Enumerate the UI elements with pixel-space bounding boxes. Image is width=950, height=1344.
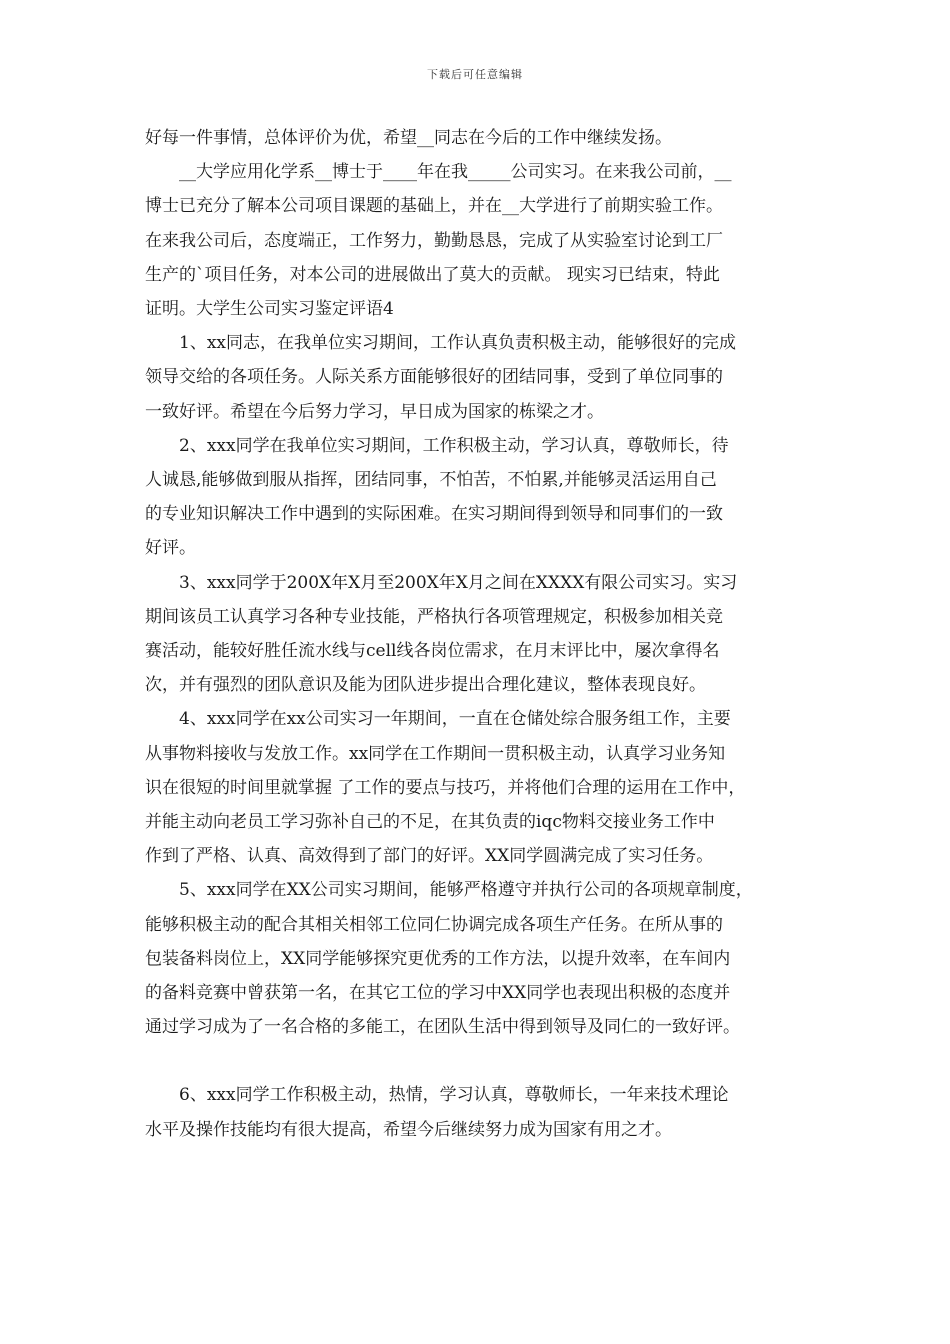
text-line: 4、xxx同学在xx公司实习一年期间，一直在仓储处综合服务组工作，主要 bbox=[179, 709, 731, 730]
paragraph-item-1 bbox=[145, 326, 825, 429]
text-line: 的备料竞赛中曾获第一名，在其它工位的学习中XX同学也表现出积极的态度并 bbox=[145, 983, 731, 1004]
text-line: 证明。大学生公司实习鉴定评语4 bbox=[145, 299, 394, 320]
text-line: 5、xxx同学在XX公司实习期间，能够严格遵守并执行公司的各项规章制度， bbox=[179, 880, 753, 901]
text-line: 3、xxx同学于200X年X月至200X年X月之间在XXXX有限公司实习。实习 bbox=[179, 572, 738, 593]
paragraph-continuation bbox=[145, 121, 825, 155]
text-line: 识在很短的时间里就掌握 了工作的要点与技巧，并将他们合理的运用在工作中， bbox=[145, 777, 746, 798]
paragraph-item-5 bbox=[145, 873, 825, 1044]
paragraph-spacer bbox=[145, 1044, 825, 1078]
text-line: 2、xxx同学在我单位实习期间，工作积极主动，学习认真，尊敬师长，待 bbox=[179, 435, 729, 456]
document-body bbox=[145, 121, 825, 1147]
text-line: 博士已充分了解本公司项目课题的基础上，并在__大学进行了前期实验工作。 bbox=[145, 196, 723, 217]
text-line: __大学应用化学系__博士于____年在我_____公司实习。在来我公司前，__ bbox=[179, 162, 732, 183]
text-line: 能够积极主动的配合其相关相邻工位同仁协调完成各项生产任务。在所从事的 bbox=[145, 914, 723, 935]
text-line: 包装备料岗位上，XX同学能够探究更优秀的工作方法，以提升效率，在车间内 bbox=[145, 948, 731, 969]
text-line: 水平及操作技能均有很大提高，希望今后继续努力成为国家有用之才。 bbox=[145, 1119, 672, 1140]
text-line: 6、xxx同学工作积极主动，热情，学习认真，尊敬师长，一年来技术理论 bbox=[179, 1085, 729, 1106]
paragraph-item-3 bbox=[145, 566, 825, 703]
text-line: 赛活动，能较好胜任流水线与cell线各岗位需求，在月末评比中，屡次拿得名 bbox=[145, 641, 720, 662]
text-line: 在来我公司后，态度端正，工作努力，勤勤恳恳，完成了从实验室讨论到工厂 bbox=[145, 230, 723, 251]
text-line: 好每一件事情，总体评价为优，希望__同志在今后的工作中继续发扬。 bbox=[145, 128, 672, 148]
text-line: 人诚恳,能够做到服从指挥，团结同事，不怕苦，不怕累,并能够灵活运用自己 bbox=[145, 470, 717, 491]
paragraph-item-6 bbox=[145, 1078, 825, 1146]
paragraph-item-4 bbox=[145, 702, 825, 873]
text-line: 1、xx同志，在我单位实习期间，工作认真负责积极主动，能够很好的完成 bbox=[179, 333, 736, 354]
text-line: 的专业知识解决工作中遇到的实际困难。在实习期间得到领导和同事们的一致 bbox=[145, 504, 723, 525]
paragraph-certificate bbox=[145, 155, 825, 326]
text-line: 作到了严格、认真、高效得到了部门的好评。XX同学圆满完成了实习任务。 bbox=[145, 846, 714, 867]
page-header-note: 下载后可任意编辑 bbox=[427, 68, 523, 81]
text-line: 通过学习成为了一名合格的多能工，在团队生活中得到领导及同仁的一致好评。 bbox=[145, 1017, 740, 1038]
text-line: 期间该员工认真学习各种专业技能，严格执行各项管理规定，积极参加相关竞 bbox=[145, 606, 723, 627]
text-line: 并能主动向老员工学习弥补自己的不足，在其负责的iqc物料交接业务工作中 bbox=[145, 812, 715, 833]
paragraph-item-2 bbox=[145, 429, 825, 566]
text-line: 次，并有强烈的团队意识及能为团队进步提出合理化建议，整体表现良好。 bbox=[145, 675, 706, 696]
text-line: 从事物料接收与发放工作。xx同学在工作期间一贯积极主动，认真学习业务知 bbox=[145, 743, 726, 764]
text-line: 领导交给的各项任务。人际关系方面能够很好的团结同事，受到了单位同事的 bbox=[145, 367, 723, 388]
text-line: 好评。 bbox=[145, 538, 196, 559]
text-line: 生产的`项目任务，对本公司的进展做出了莫大的贡献。 现实习已结束，特此 bbox=[145, 264, 720, 285]
text-line: 一致好评。希望在今后努力学习，早日成为国家的栋梁之才。 bbox=[145, 401, 604, 422]
